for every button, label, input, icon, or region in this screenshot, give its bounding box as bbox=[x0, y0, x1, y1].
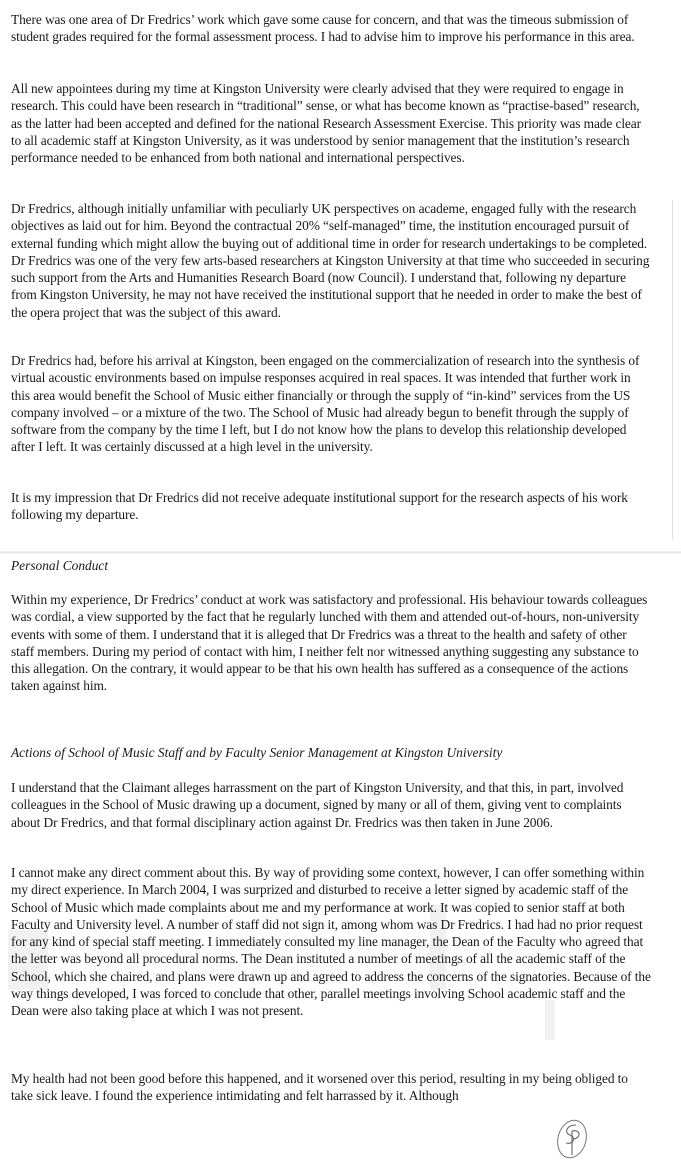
scan-edge bbox=[672, 200, 673, 540]
signature-initials-icon bbox=[554, 1117, 590, 1161]
heading-personal-conduct: Personal Conduct bbox=[11, 558, 109, 573]
paragraph-research-requirement: All new appointees during my time at Kingston University were clearly advised that they were required to engage in research. This could have been research in “traditional” sense, or what has become known as “practise-based” research, as the latter had been accepted and defined for the national Research Assessment Exercise. This priority was made clear to all academic staff at Kingston University, as it was understood by senior management that the institution’s research performance needed to be enhanced from both national and international perspectives. bbox=[11, 81, 641, 166]
paragraph-commercialization: Dr Fredrics had, before his arrival at Kingston, been engaged on the commercialization of research into the synthesis of virtual acoustic environments based on impulse responses acquired in real spaces. It was intended that further work in this area would benefit the School of Music either financially or through the supply of “in-kind” services from the US company involved – or a mixture of the two. The School of Music had already begun to benefit through the supply of software from the company by the time I left, but I do not know how the plans to develop this relationship developed after I left. It was certainly discussed at a high level in the university. bbox=[11, 353, 640, 455]
paragraph-health: My health had not been good before this happened, and it worsened over this period, resulting in my being obliged to take sick leave. I found the experience intimidating and felt harrassed by it. Although bbox=[11, 1071, 628, 1104]
paragraph-context: I cannot make any direct comment about this. By way of providing some context, however, I can offer something within my direct experience. In March 2004, I was surprized and disturbed to receive a letter signed by academic staff of the School of Music which made complaints about me and my performance at work. It was copied to senior staff at both Faculty and University level. A number of staff did not sign it, among whom was Dr Fredrics. I had had no prior request for any kind of special staff meeting. I immediately consulted my line manager, the Dean of the Faculty who agreed that the letter was beyond all procedural norms. The Dean instituted a number of meetings of all the academic staff of the School, which she chaired, and plans were drawn up and agreed to address the concerns of the signatories. Because of the way things developed, I was forced to conclude that other, parallel meetings involving School academic staff and the Dean were also taking place at which I was not present. bbox=[11, 865, 651, 1019]
page-fold-line bbox=[0, 551, 681, 554]
paragraph-grades: There was one area of Dr Fredrics’ work which gave some cause for concern, and that was the timeous submission of student grades required for the formal assessment process. I had to advise him to improve his performance in this area. bbox=[11, 12, 635, 45]
paragraph-research-engagement: Dr Fredrics, although initially unfamiliar with peculiarly UK perspectives on academe, engaged fully with the research objectives as laid out for him. Beyond the contractual 20% “self-managed” time, the institution encouraged pursuit of external funding which might allow the buying out of additional time in order for research undertakings to be completed. Dr Fredrics was one of the very few arts-based researchers at Kingston University at that time who succeeded in securing such support from the Arts and Humanities Research Board (now Council). I understand that, following ny departure from Kingston University, he may not have received the institutional support that he needed in order to make the best of the opera project that was the subject of this award. bbox=[11, 201, 650, 320]
paragraph-claimant-allegation: I understand that the Claimant alleges harrassment on the part of Kingston University, and that this, in part, involved colleagues in the School of Music drawing up a document, signed by many or all of them, giving vent to complaints about Dr Fredrics, and that formal disciplinary action against Dr. Fredrics was then taken in June 2006. bbox=[11, 780, 624, 830]
paragraph-personal-conduct: Within my experience, Dr Fredrics’ conduct at work was satisfactory and professional. His behaviour towards colleagues was cordial, a view supported by the fact that he regularly lunched with them and attended out-of-hours, non-university events with some of them. I understand that it is alleged that Dr Fredrics was a threat to the health and safety of other staff members. During my period of contact with him, I neither felt nor witnessed anything suggesting any substance to this allegation. On the contrary, it would appear to be that his own health has suffered as a consequence of the actions taken against him. bbox=[11, 592, 648, 694]
paragraph-impression: It is my impression that Dr Fredrics did not receive adequate institutional support for the research aspects of his work following my departure. bbox=[11, 490, 628, 523]
heading-actions: Actions of School of Music Staff and by Faculty Senior Management at Kingston University bbox=[11, 745, 503, 760]
